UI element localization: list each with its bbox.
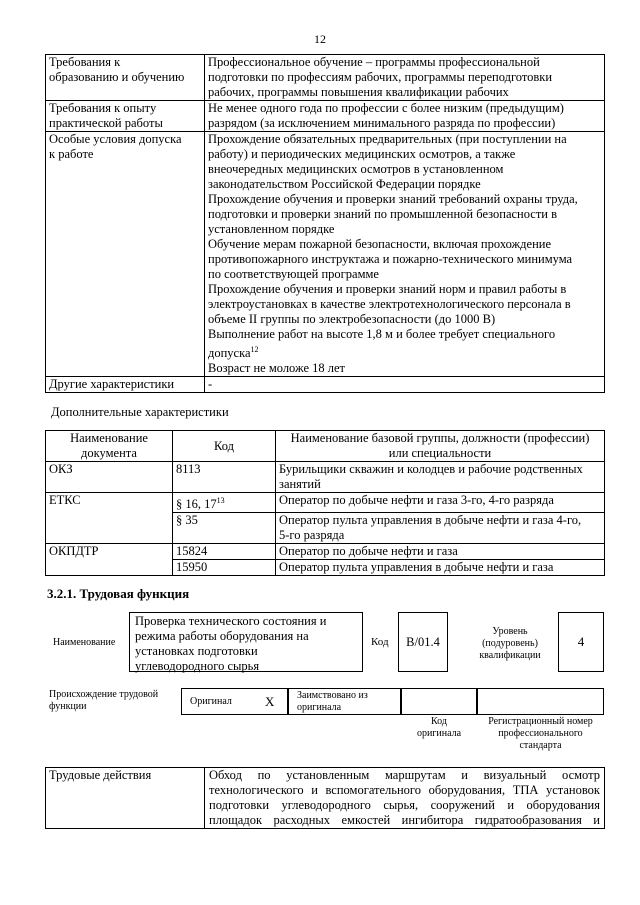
table-row (46, 493, 605, 513)
special-conditions-value: Прохождение обязательных предварительных (при поступлении на работу) и периодических медицинских осмотров, а также внеочередных медицинских осмотров в установленном законодательством Российской Федерации порядке Прохождение обучения и проверки знаний требований охраны труда, подготовки и проверки знаний по промышленной безопасности в установленном порядке Обучение мерам пожарной безопасности, включая прохождение противопожарного инструктажа и пожарно-технического минимума по соответствующей программе Прохождение обучения и проверки знаний норм и правил работы в электроустановках в качестве электротехнологического персонала в объеме II группы по электробезопасности (до 1000 В) Выполнение работ на высоте 1,8 м и более требует специального допуска$^{12}$ Возраст не моложе 18 лет (205, 132, 605, 377)
table-row (46, 377, 605, 393)
level-label: Уровень (подуровень) квалификации (479, 626, 541, 661)
function-title: 3.2.1. Трудовая функция (47, 586, 190, 601)
header-base-group: Наименование базовой группы, должности (профессии) или специальности (276, 431, 605, 462)
education-label: Требования к образованию и обучению (46, 55, 205, 101)
actions-table (45, 767, 605, 829)
education-value: Профессиональное обучение – программы профессиональной подготовки по профессиям рабочих, программы переподготовки рабочих, программы повышения квалификации рабочих (205, 55, 605, 101)
table-row (46, 55, 605, 101)
actions-label: Трудовые действия (46, 768, 205, 829)
experience-value: Не менее одного года по профессии с более низким (предыдущим) разрядом (за исключением минимального разряда по профессии) (205, 101, 605, 132)
original-mark: X (265, 694, 275, 709)
okz-code: 8113 (173, 462, 276, 493)
experience-label: Требования к опыту практической работы (46, 101, 205, 132)
requirements-table (45, 54, 605, 393)
etks-name-1: Оператор по добыче нефти и газа 3-го, 4-го разряда (276, 493, 605, 513)
actions-value: Обход по установленным маршрутам и визуальный осмотр технологического и вспомогательного оборудования, ТПА установок подготовки углеводородного сырья, сооружений и оборудования площадок расходных емкостей ингибитора гидратообразования и (205, 768, 605, 829)
original-label: Оригинал (190, 696, 232, 707)
etks-name-2: Оператор пульта управления в добыче нефти и газа 4-го, 5-го разряда (276, 513, 605, 544)
okpdtr-name-2: Оператор пульта управления в добыче нефти и газа (276, 560, 605, 576)
other-label: Другие характеристики (46, 377, 205, 393)
footnote-text: допуска (208, 346, 251, 361)
okpdtr-code-2: 15950 (173, 560, 276, 576)
function-name-label: Наименование (53, 637, 116, 648)
code-original-label: Код оригинала (416, 716, 462, 739)
etks-doc: ЕТКС (46, 493, 173, 544)
special-conditions-label: Особые условия допуска к работе (46, 132, 205, 377)
table-row (46, 462, 605, 493)
okz-name: Бурильщики скважин и колодцев и рабочие родственных занятий (276, 462, 605, 493)
function-name-box: Проверка технического состояния и режима работы оборудования на установках подготовки углеводородного сырья (129, 612, 363, 672)
table-row (46, 101, 605, 132)
table-row (46, 768, 605, 829)
function-code-box: B/01.4 (398, 612, 448, 672)
footnote-mark: 12 (250, 345, 259, 354)
okz-doc: ОКЗ (46, 462, 173, 493)
other-value: - (205, 377, 605, 393)
code-original-box (401, 688, 477, 715)
table-header-row (46, 431, 605, 462)
header-code: Код (173, 431, 276, 462)
etks-code-1: § 16, $17^{13}$ (173, 493, 276, 513)
okpdtr-name-1: Оператор по добыче нефти и газа (276, 544, 605, 560)
okpdtr-doc: ОКПДТР (46, 544, 173, 576)
table-row (46, 544, 605, 560)
origin-label: Происхождение трудовой функции (49, 689, 159, 712)
borrowed-label: Заимствовано из оригинала (297, 690, 368, 713)
reg-number-label: Регистрационный номер профессионального стандарта (488, 716, 593, 751)
reg-number-box (477, 688, 604, 715)
etks-code-2: § 35 (173, 513, 276, 544)
header-doc-name: Наименование документа (46, 431, 173, 462)
function-code-label: Код (371, 636, 389, 648)
original-box (181, 688, 288, 715)
level-value-box: 4 (558, 612, 604, 672)
page-number: 12 (314, 32, 326, 46)
table-row (46, 132, 605, 377)
additional-title: Дополнительные характеристики (51, 405, 229, 419)
additional-table (45, 430, 605, 576)
borrowed-box (288, 688, 401, 715)
okpdtr-code-1: 15824 (173, 544, 276, 560)
